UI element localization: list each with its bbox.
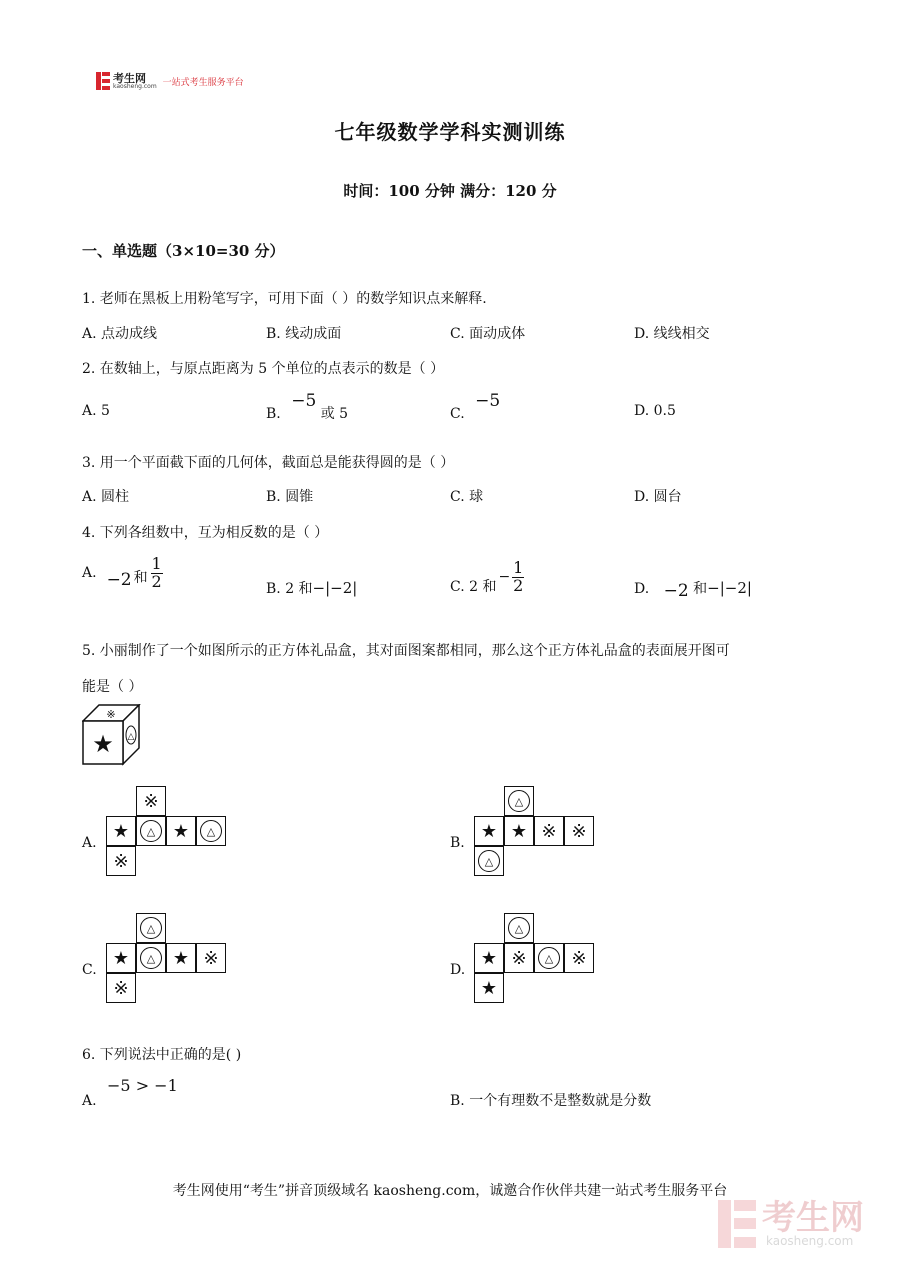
- q5-option-a: A.: [82, 835, 97, 851]
- q4-option-c-label: C. 2 和: [450, 579, 497, 595]
- q4-option-d-label: D.: [634, 581, 650, 597]
- q3-option-b: B. 圆锥: [266, 489, 314, 505]
- circled-triangle-icon: △: [140, 820, 162, 842]
- circled-triangle-icon: △: [140, 917, 162, 939]
- net-cell: [136, 943, 166, 973]
- q4-option-a-fraction: [151, 556, 163, 591]
- net-cell: [136, 816, 166, 846]
- circled-triangle-icon: △: [140, 947, 162, 969]
- q1-option-c: C. 面动成体: [450, 326, 526, 342]
- q2-option-a: A. 5: [82, 403, 110, 419]
- header-logo: [96, 72, 244, 90]
- net-cell: [196, 816, 226, 846]
- question-5-stem: 5. 小丽制作了一个如图所示的正方体礼品盒，其对面图案都相同，那么这个正方体礼品盒的表面展开图可: [82, 643, 730, 659]
- q6-option-a: [82, 1076, 178, 1109]
- q4-option-a-and: 和: [133, 570, 148, 587]
- cube-side-triangle: △: [127, 732, 135, 742]
- q5-option-c: C.: [82, 962, 97, 978]
- logo-brand: 考生网: [113, 71, 146, 85]
- net-cell: ★: [106, 816, 136, 846]
- q3-option-a: A. 圆柱: [82, 489, 130, 505]
- q4-option-d-math: −|−2|: [707, 579, 752, 597]
- net-cell: ★: [504, 816, 534, 846]
- logo-icon: [96, 72, 110, 90]
- circled-triangle-icon: △: [508, 790, 530, 812]
- q4-option-c-minus: −: [498, 569, 511, 585]
- net-cell: [136, 913, 166, 943]
- q1-option-b: B. 线动成面: [266, 326, 342, 342]
- q4-option-d: [634, 578, 752, 601]
- q3-option-c: C. 球: [450, 489, 484, 505]
- q1-option-a: A. 点动成线: [82, 326, 158, 342]
- net-cell: ※: [106, 973, 136, 1003]
- q4-option-d-left: −2: [663, 581, 689, 601]
- q2-option-b-tail: 或 5: [320, 406, 349, 422]
- net-cell: [504, 786, 534, 816]
- question-3-stem: 3. 用一个平面截下面的几何体，截面总是能获得圆的是（ ）: [82, 455, 455, 471]
- fraction-denominator: 2: [151, 571, 162, 591]
- q4-option-c-fraction: [512, 557, 524, 595]
- q2-option-c-math: −5: [475, 391, 501, 411]
- net-cell: ※: [136, 786, 166, 816]
- cube-front-star: ★: [92, 730, 114, 758]
- q2-option-d: D. 0.5: [634, 403, 676, 419]
- q4-option-b-label: B. 2 和: [266, 581, 313, 597]
- cube-top-ref-symbol: ※: [106, 708, 116, 721]
- page-title: 七年级数学学科实测训练: [334, 120, 566, 144]
- q4-option-d-and: 和: [693, 581, 708, 597]
- fraction-numerator: 1: [151, 554, 162, 573]
- fraction-numerator: 1: [513, 557, 524, 577]
- net-cell: ★: [474, 943, 504, 973]
- circled-triangle-icon: △: [508, 917, 530, 939]
- q6-option-a-label: A.: [82, 1093, 97, 1109]
- net-cell: ※: [106, 846, 136, 876]
- q2-option-c: [450, 391, 501, 423]
- q1-option-d: D. 线线相交: [634, 326, 710, 342]
- q4-option-a-left: −2: [106, 570, 132, 591]
- q4-option-c: [450, 558, 524, 596]
- q2-option-b-label: B.: [266, 406, 281, 422]
- net-cell: [504, 913, 534, 943]
- q2-option-c-label: C.: [450, 406, 465, 422]
- question-6-stem: 6. 下列说法中正确的是( ): [82, 1047, 242, 1063]
- q4-option-b-math: −|−2|: [312, 579, 358, 597]
- exam-info: 时间：100 分钟 满分：120 分: [343, 182, 557, 200]
- net-cell: ※: [504, 943, 534, 973]
- q6-option-b: B. 一个有理数不是整数就是分数: [450, 1093, 652, 1109]
- question-1-stem: 1. 老师在黑板上用粉笔写字，可用下面（ ）的数学知识点来解释.: [82, 291, 487, 307]
- logo-domain: kaosheng.com: [113, 82, 157, 90]
- section-heading: 一、单选题（3×10=30 分）: [82, 242, 285, 260]
- net-cell: ★: [166, 816, 196, 846]
- footer-text: 考生网使用“考生”拼音顶级域名 kaosheng.com，诚邀合作伙伴共建一站式考生服务平台: [172, 1183, 728, 1199]
- net-cell: ★: [106, 943, 136, 973]
- net-cell: ※: [196, 943, 226, 973]
- watermark: [718, 1200, 864, 1248]
- question-5-stem-cont: 能是（ ）: [82, 679, 143, 695]
- watermark-domain: kaosheng.com: [766, 1234, 854, 1248]
- circled-triangle-icon: △: [478, 850, 500, 872]
- watermark-logo-icon: [718, 1200, 756, 1248]
- watermark-brand: 考生网: [762, 1198, 864, 1238]
- q3-option-d: D. 圆台: [634, 489, 682, 505]
- net-cell: ★: [474, 816, 504, 846]
- logo-slogan: 一站式考生服务平台: [162, 77, 244, 88]
- net-cell: ※: [534, 816, 564, 846]
- cube-figure: [82, 704, 144, 766]
- q5-option-b: B.: [450, 835, 465, 851]
- q5-option-d: D.: [450, 962, 466, 978]
- q4-option-b: [266, 578, 357, 598]
- fraction-denominator: 2: [513, 575, 524, 595]
- net-cell: ★: [166, 943, 196, 973]
- net-cell: [474, 846, 504, 876]
- circled-triangle-icon: △: [200, 820, 222, 842]
- q4-option-a: [82, 556, 163, 591]
- net-cell: [534, 943, 564, 973]
- circled-triangle-icon: △: [538, 947, 560, 969]
- q2-option-b: [266, 391, 349, 423]
- net-cell: ※: [564, 816, 594, 846]
- net-cell: ★: [474, 973, 504, 1003]
- question-4-stem: 4. 下列各组数中，互为相反数的是（ ）: [82, 525, 329, 541]
- net-cell: ※: [564, 943, 594, 973]
- q4-option-a-label: A.: [82, 565, 97, 582]
- q2-option-b-math: −5: [291, 391, 317, 411]
- q6-option-a-math: −5 > −1: [107, 1076, 178, 1095]
- question-2-stem: 2. 在数轴上，与原点距离为 5 个单位的点表示的数是（ ）: [82, 361, 445, 377]
